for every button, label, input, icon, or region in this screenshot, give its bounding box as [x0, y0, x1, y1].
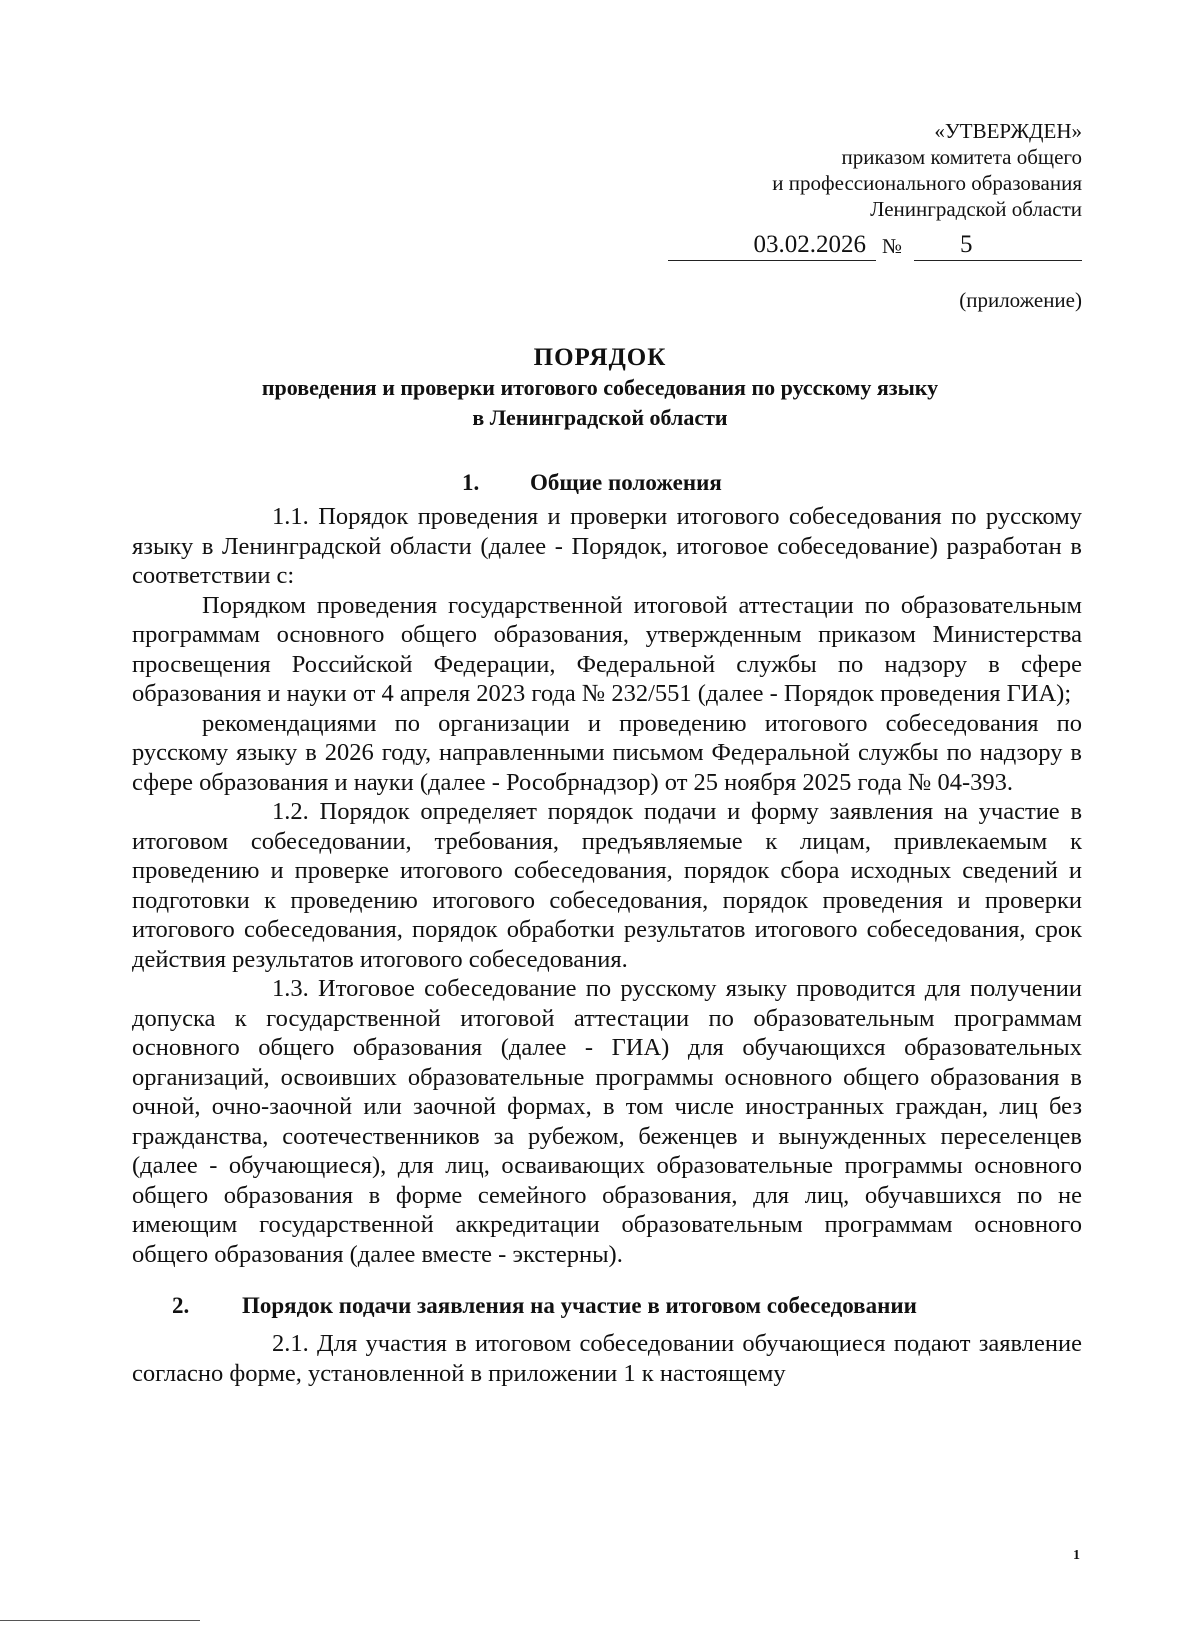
- paragraph-1-1-text: Порядок проведения и проверки итогового собеседования по русскому языку в Ленинградской области (далее - Порядок, итоговое собеседование) разработан в соответствии с:: [132, 503, 1083, 589]
- title-subtitle-2: в Ленинградской области: [472, 405, 728, 430]
- approval-line-1: приказом комитета общего: [841, 145, 1082, 169]
- paragraph-1-3-number: 1.3.: [272, 975, 309, 1002]
- approved-label: «УТВЕРЖДЕН»: [934, 119, 1082, 143]
- title-subtitle-1: проведения и проверки итогового собеседования по русскому языку: [261, 375, 939, 400]
- page-number: 1: [1073, 1548, 1080, 1563]
- section-1-number: 1.: [462, 470, 480, 495]
- order-date: 03.02.2026: [668, 230, 876, 261]
- paragraph-1-3: [132, 974, 1082, 1269]
- approval-line-3: Ленинградской области: [870, 197, 1082, 221]
- paragraph-2-1-text: Для участия в итоговом собеседовании обучающиеся подают заявление согласно форме, установленной в приложении 1 к настоящему: [132, 1330, 1083, 1387]
- order-date-number-row: [668, 230, 1082, 261]
- paragraph-2-1-number: 2.1.: [272, 1330, 309, 1357]
- paragraph-1-1-b: рекомендациями по организации и проведению итогового собеседования по русскому языку в 2026 году, направленными письмом Федеральной службы по надзору в сфере образования и науки (далее - Рособрнадзор) от 25 ноября 2025 года № 04-393.: [132, 709, 1082, 796]
- section-1-title: Общие положения: [530, 470, 722, 495]
- paragraph-1-1-number: 1.1.: [272, 503, 309, 530]
- section-2-number: 2.: [172, 1293, 190, 1318]
- document-body: [132, 468, 1082, 1388]
- title-main: ПОРЯДОК: [533, 344, 667, 371]
- order-number-sign: №: [881, 234, 902, 258]
- approval-line-2: и профессионального образования: [772, 171, 1082, 195]
- section-2-title: Порядок подачи заявления на участие в итоговом собеседовании: [242, 1293, 917, 1318]
- paragraph-1-2-number: 1.2.: [272, 798, 309, 825]
- approval-stamp-block: [668, 118, 1082, 261]
- paragraph-1-3-text: Итоговое собеседование по русскому языку проводится для получении допуска к государственной итоговой аттестации по образовательным программам основного общего образования (далее - ГИА) для обучающихся образовательных организаций, освоивших образовательные программы основного общего образования в очной, очно-заочной или заочной формах, в том числе иностранных граждан, лиц без гражданства, соотечественников за рубежом, беженцев и вынужденных переселенцев (далее - обучающиеся), для лиц, осваивающих образовательные программы основного общего образования в форме семейного образования, для лиц, обучавшихся по не имеющим государственной аккредитации образовательным программам основного общего образования (далее вместе - экстерны).: [132, 975, 1083, 1268]
- paragraph-2-1: [132, 1329, 1082, 1388]
- footer-divider: [0, 1620, 200, 1621]
- paragraph-1-1-a: Порядком проведения государственной итоговой аттестации по образовательным программам основного общего образования, утвержденным приказом Министерства просвещения Российской Федерации, Федеральной службы по надзору в сфере образования и науки от 4 апреля 2023 года № 232/551 (далее - Порядок проведения ГИА);: [132, 591, 1082, 707]
- paragraph-1-1: [132, 502, 1082, 591]
- paragraph-1-2-text: Порядок определяет порядок подачи и форму заявления на участие в итоговом собеседовании, требования, предъявляемые к лицам, привлекаемым к проведению и проверке итогового собеседования, порядок сбора исходных сведений и подготовки к проведению итогового собеседования, порядок проведения и проверки итогового собеседования, порядок обработки результатов итогового собеседования, срок действия результатов итогового собеседования.: [132, 798, 1083, 973]
- document-title: [0, 343, 1200, 433]
- section-1-heading: [132, 468, 1082, 498]
- section-2-heading: [132, 1291, 1082, 1321]
- paragraph-1-2: [132, 797, 1082, 974]
- order-number: 5: [914, 230, 1082, 261]
- appendix-label: (приложение): [959, 288, 1082, 312]
